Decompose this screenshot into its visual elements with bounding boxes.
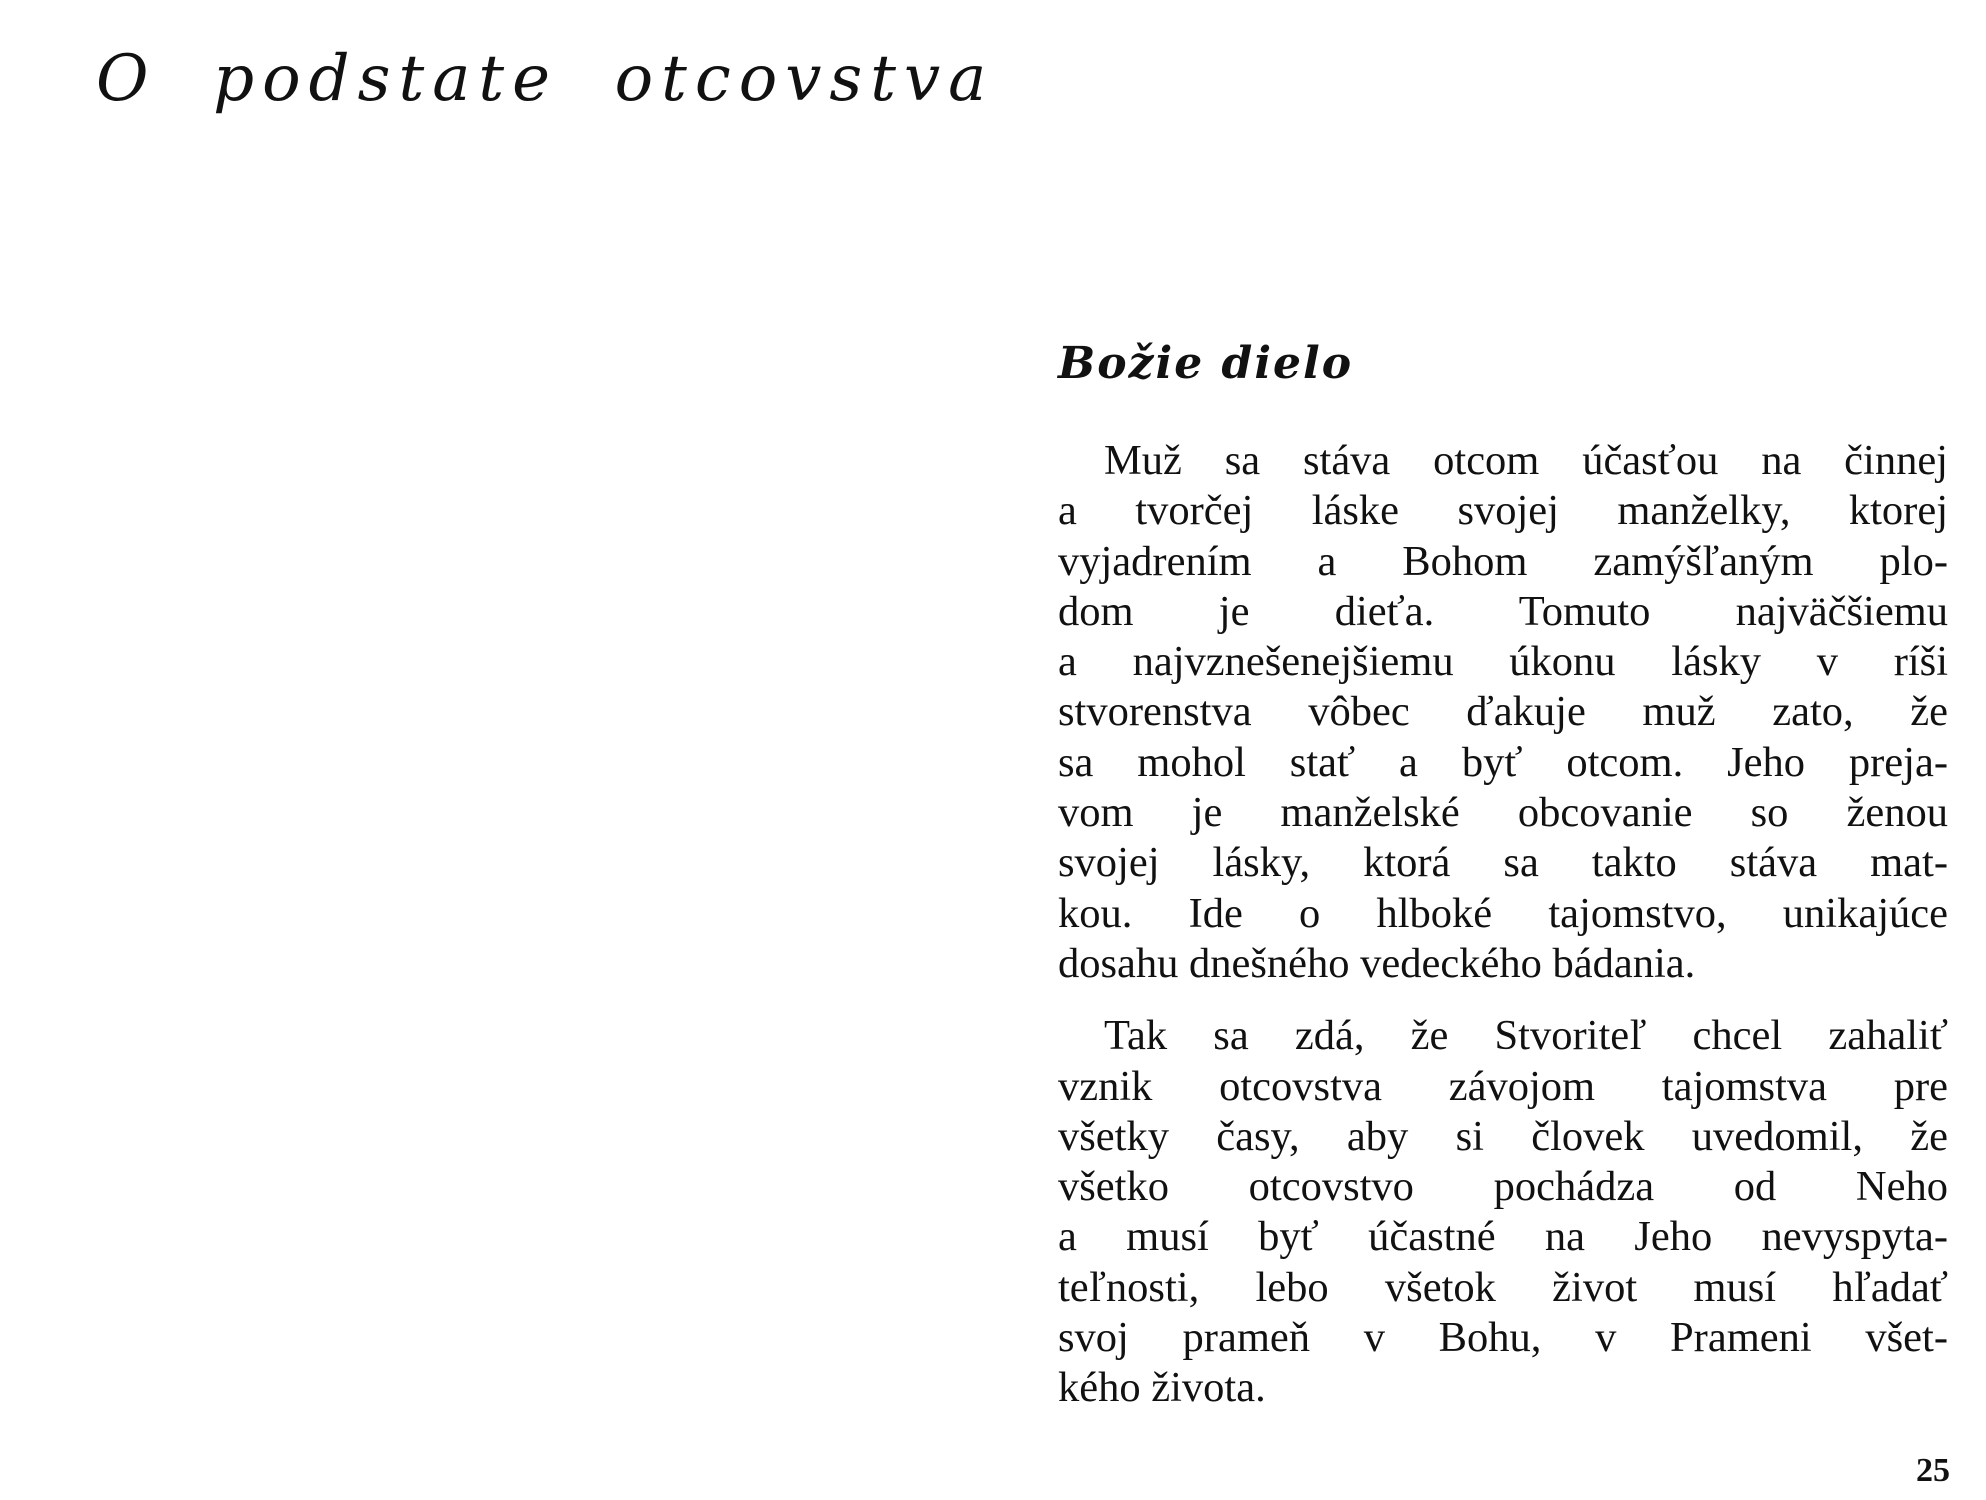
text-line: a musí byť účastné na Jeho nevyspyta-: [1058, 1213, 1948, 1261]
text-line: Muž sa stáva otcom účasťou na činnej: [1104, 437, 1948, 484]
chapter-title: O podstate otcovstva: [96, 42, 995, 116]
text-line: svoj prameň v Bohu, v Prameni všet-: [1058, 1314, 1948, 1362]
text-line: sa mohol stať a byť otcom. Jeho preja-: [1058, 738, 1948, 786]
text-line: stvorenstva vôbec ďakuje muž zato, že: [1058, 688, 1948, 736]
text-line: vom je manželské obcovanie so ženou: [1058, 789, 1948, 837]
text-line: a najvznešenejšiemu úkonu lásky v ríši: [1058, 638, 1948, 686]
page-number: 25: [1916, 1452, 1950, 1489]
paragraph-1: [1058, 436, 1948, 989]
section-heading: Božie dielo: [1058, 338, 1354, 389]
text-line: Tak sa zdá, že Stvoriteľ chcel zahaliť: [1104, 1012, 1948, 1060]
text-line: kého života.: [1058, 1364, 1266, 1412]
text-line: vznik otcovstva závojom tajomstva pre: [1058, 1062, 1948, 1110]
paragraph-2: [1058, 1011, 1948, 1413]
text-line: kou. Ide o hlboké tajomstvo, unikajúce: [1058, 889, 1948, 937]
text-line: dom je dieťa. Tomuto najväčšiemu: [1058, 587, 1948, 635]
text-line: vyjadrením a Bohom zamýšľaným plo-: [1058, 537, 1948, 585]
text-line: všetky časy, aby si človek uvedomil, že: [1058, 1112, 1948, 1160]
text-line: a tvorčej láske svojej manželky, ktorej: [1058, 487, 1948, 535]
text-line: dosahu dnešného vedeckého bádania.: [1058, 939, 1696, 987]
text-line: teľnosti, lebo všetok život musí hľadať: [1058, 1263, 1948, 1311]
body-text: [1058, 436, 1948, 1436]
text-line: svojej lásky, ktorá sa takto stáva mat-: [1058, 839, 1948, 887]
text-line: všetko otcovstvo pochádza od Neho: [1058, 1163, 1948, 1211]
